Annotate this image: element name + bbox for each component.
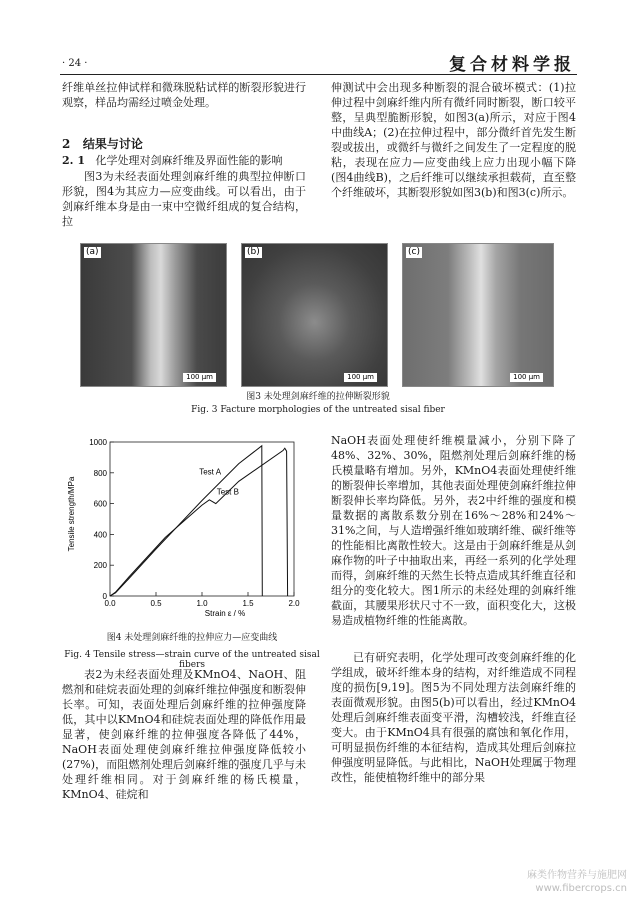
paragraph-fig3-left: 图3为未经表面处理剑麻纤维的典型拉伸断口形貌，图4为其应力—应变曲线。可以看出，由于剑麻纤维本身是由一束中空微纤组成的复合结构，拉 [62, 170, 306, 228]
fig3-panel-a [80, 243, 227, 387]
intro-paragraph: 纤维单丝拉伸试样和微珠脱粘试样的断裂形貌进行观察，样品均需经过喷金处理。 [62, 81, 306, 109]
page-number: · 24 · [62, 58, 88, 69]
watermark-url: www.fibercrops.cn [535, 883, 627, 894]
subsection-title: 化学处理对剑麻纤维及界面性能的影响 [95, 154, 283, 167]
watermark [527, 869, 627, 895]
fig4-caption-en: Fig. 4 Tensile stress—strain curve of the untreated sisal fibers [64, 650, 320, 670]
fig3-panel-c-label: (c) [408, 247, 420, 257]
paragraph-fig3-right: 伸测试中会出现多种断裂的混合破坏模式：(1)拉伸过程中剑麻纤维内所有微纤同时断裂，断口较平整，呈典型脆断形貌，如图3(a)所示，对应于图4中曲线A；(2)在拉伸过程中，部分微纤首先发生断裂或拔出，或微纤与微纤之间发生了一定程度的脱粘，表现在应力—应变曲线上应力出现小幅下降(图4曲线B)，之后纤维可以继续承担载荷，直至整个纤维破坏，其断裂形貌如图3(b)和图3(c)所示。 [331, 81, 576, 199]
series-line-test-a [110, 446, 262, 596]
fig3-caption-cn: 图3 未处理剑麻纤维的拉伸断裂形貌 [246, 392, 390, 402]
fig3-panel-c-scalebar: 100 μm [510, 373, 543, 382]
series-label-test-a: Test A [199, 467, 222, 477]
section-title: 结果与讨论 [82, 137, 143, 151]
series-label-test-b: Test B [216, 487, 239, 497]
fig4-caption-cn: 图4 未处理剑麻纤维的拉伸应力—应变曲线 [106, 633, 278, 643]
section-number: 2 [62, 137, 71, 151]
y-tick-label-0: 0 [102, 592, 107, 601]
subsection-heading [62, 152, 282, 168]
header-rule [60, 74, 577, 75]
y-tick-label-3: 600 [93, 499, 107, 509]
x-tick-label-3: 1.5 [242, 599, 254, 608]
section-heading [62, 135, 143, 152]
fig3-panel-b-scalebar: 100 μm [344, 373, 377, 382]
journal-name: 复合材料学报 [449, 55, 575, 75]
y-tick-label-5: 1000 [89, 438, 107, 447]
y-axis-label: Tensile strength/MPa [67, 476, 76, 552]
x-tick-label-0: 0.0 [104, 599, 116, 608]
watermark-cn: 麻类作物营养与施肥网 [527, 870, 627, 881]
y-tick-label-2: 400 [93, 530, 107, 540]
paragraph-table2: 表2为未经表面处理及KMnO4、NaOH、阻燃剂和硅烷表面处理的剑麻纤维拉伸强度和断裂伸长率。可知，表面处理后剑麻纤维的拉伸强度降低，其中以KMnO4和硅烷表面处理的降低作用最显著，使剑麻纤维的拉伸强度各降低了44%，NaOH表面处理使剑麻纤维拉伸强度降低较小(27%)，而阻燃剂处理后剑麻纤维的强度几乎与未处理纤维相同。对于剑麻纤维的杨氏模量，KMnO4、硅烷和 [62, 668, 306, 801]
fig3-panel-a-label: (a) [86, 247, 99, 257]
y-tick-label-4: 800 [93, 468, 107, 478]
x-tick-label-1: 0.5 [150, 599, 162, 608]
y-tick-label-1: 200 [93, 561, 107, 571]
plot-frame [110, 442, 294, 596]
fig3-caption-en: Fig. 3 Facture morphologies of the untreated sisal fiber [191, 405, 445, 415]
x-tick-label-4: 2.0 [288, 599, 300, 608]
x-tick-label-2: 1.0 [196, 599, 208, 608]
paragraph-naoh: NaOH表面处理使纤维模量减小，分别下降了48%、32%、30%，阻燃剂处理后剑麻纤维的杨氏模量略有增加。另外，KMnO4表面处理使纤维的断裂伸长率增加，其他表面处理使剑麻纤维拉伸断裂伸长率均降低。另外，表2中纤维的强度和模量数据的离散系数分别在16%～28%和24%～31%之间，与人造增强纤维如玻璃纤维、碳纤维等的性能相比离散性较大。这是由于剑麻纤维是从剑麻作物的叶子中抽取出来，再经一系列的化学处理而得，剑麻纤维的天然生长特点造成其纤维直径和组分的变化较大。图1所示的未经处理的剑麻纤维截面，其腰果形状尺寸不一致，面积变化大，这极易造成植物纤维的性能离散。 [331, 434, 576, 627]
fig3-panel-c [402, 243, 554, 387]
fig4-chart [62, 428, 322, 624]
paragraph-research: 已有研究表明，化学处理可改变剑麻纤维的化学组成，破坏纤维本身的结构，对纤维造成不同程度的损伤[9,19]。图5为不同处理方法剑麻纤维的表面微观形貌。由图5(b)可以看出，经过KMnO4处理后剑麻纤维表面变平滑，沟槽较浅，纤维直径变大。由于KMnO4具有很强的腐蚀和氧化作用，可明显损伤纤维的本征结构，造成其处理后剑麻拉伸强度明显降低。与此相比，NaOH处理属于物理改性，能使植物纤维中的部分果 [331, 651, 576, 784]
fig3-panel-b-label: (b) [247, 247, 260, 257]
fig3-panel-a-scalebar: 100 μm [183, 373, 216, 382]
fig3-panel-b [241, 243, 388, 387]
subsection-number: 2. 1 [62, 154, 85, 167]
x-axis-label: Strain ε / % [204, 609, 246, 618]
